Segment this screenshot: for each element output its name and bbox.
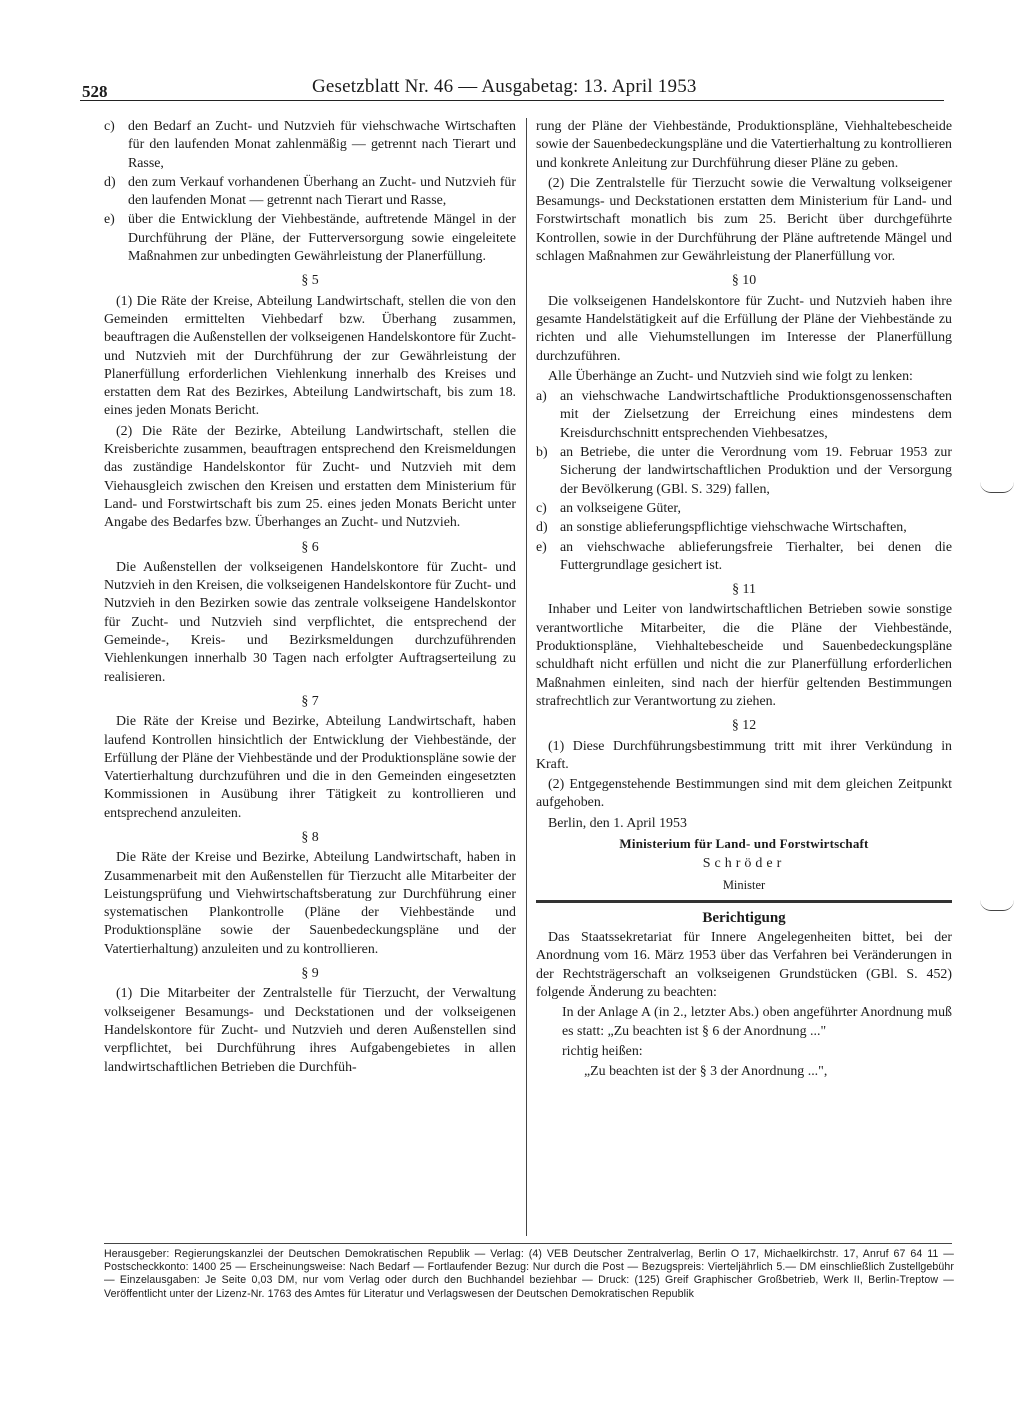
section-heading: § 6 [301, 539, 319, 555]
margin-mark [980, 900, 1014, 911]
list-item [536, 444, 952, 499]
margin-mark [980, 482, 1014, 493]
list-label: d) [536, 520, 548, 536]
paragraph: Die Räte der Kreise und Bezirke, Abteilung Landwirtschaft, haben in Zusammenarbeit mit den Außenstellen für Tierzucht alle Mitarbeiter der Leistungsprüfung und Viehwirtschaftsberatung zur Durchführung einer systematischen Plankontrolle (Pläne der Viehbestände und Produktionspläne sowie der Sauenbedeckungspläne und der Vatertierhaltung) anzuleiten und zu kontrollieren. [104, 850, 516, 957]
list-text: an sonstige ablieferungspflichtige viehschwache Wirtschaften, [560, 520, 907, 536]
list-label: d) [104, 174, 116, 190]
list-text: an viehschwache ablieferungsfreie Tierhalter, bei denen die Futtergrundlage gesichert ist. [560, 539, 952, 573]
footer-rule [104, 1243, 952, 1244]
section-heading: § 8 [301, 829, 319, 845]
list-item [104, 211, 516, 266]
section-heading: § 5 [301, 273, 319, 289]
paragraph: Inhaber und Leiter von landwirtschaftlichen Betrieben sowie sonstige verantwortliche Mitarbeiter, die die Pläne der Viehbestände, Produktionspläne, Viehhaltebescheide und Sauenbedeckungspläne schuldhaft nicht erfüllen und nicht die zur Planerfüllung erforderlichen Maßnahmen einleiten, sind nach der hierfür geltenden Bestimmungen strafrechtlich zur Verantwortung zu ziehen. [536, 602, 952, 709]
list-label: c) [536, 500, 547, 516]
paragraph: „Zu beachten ist der § 3 der Anordnung ...", [584, 1064, 828, 1080]
berichtigung-title: Berichtigung [702, 909, 786, 926]
list-text: den Bedarf an Zucht- und Nutzvieh für viehschwache Wirtschaften für den laufenden Monat zahlenmäßig — getrennt nach Tierart und Rasse, [128, 119, 516, 171]
column-divider [526, 118, 527, 1236]
paragraph: Die Räte der Kreise und Bezirke, Abteilung Landwirtschaft, haben laufend Kontrollen hinsichtlich der Entwicklung der Viehbestände, der Erfüllung der Pläne der Viehbestände und der Produktionspläne sowie der Vatertierhaltung durchzuführen und die in den Gemeinden eingesetzten Kommissionen in Ausübung ihrer Tätigkeit zu kontrollieren und entsprechend anzuleiten. [104, 714, 516, 821]
signer-name: Schröder [702, 856, 786, 872]
header-title: Gesetzblatt Nr. 46 — Ausgabetag: 13. April 1953 [312, 76, 697, 97]
list-text: an Betriebe, die unter die Verordnung vom 19. Februar 1953 zur Sicherung der landwirtschaftlichen Produktion und der Versorgung der Bevölkerung (GBl. S. 329) fallen, [560, 445, 952, 497]
paragraph: Das Staatssekretariat für Innere Angelegenheiten bittet, bei der Anordnung vom 16. März 1953 über das Verfahren bei Veränderungen in der Rechtsträgerschaft an volkseigenen Grundstücken (GBl. S. 452) folgende Änderung zu beachten: [536, 930, 952, 1001]
section-heading: § 7 [301, 693, 319, 709]
list-item [104, 174, 516, 211]
paragraph: (1) Diese Durchführungsbestimmung tritt mit ihrer Verkündung in Kraft. [536, 738, 952, 772]
list-label: b) [536, 445, 548, 461]
ministry-name: Ministerium für Land- und Forstwirtschaft [619, 835, 869, 851]
page-header [80, 74, 944, 101]
list-text: an viehschwache Landwirtschaftliche Produktionsgenossenschaften mit der Zielsetzung der Erreichung eines mindestens dem Kreisdurchschnitt entsprechenden Viehbesatzes, [560, 389, 952, 441]
paragraph: Alle Überhänge an Zucht- und Nutzvieh sind wie folgt zu lenken: [548, 368, 913, 384]
list-item [536, 500, 952, 518]
list-label: e) [536, 539, 547, 555]
paragraph: (1) Die Mitarbeiter der Zentralstelle für Tierzucht, der Verwaltung volkseigener Besamungs- und Deckstationen und der volkseigenen Handelskontore für Zucht- und Nutzvieh und deren Außenstellen sind verpflichtet, bei Durchführung ihres Aufgabengebietes in allen landwirtschaftlichen Betrieben die Durchfüh- [104, 986, 516, 1075]
list-item [536, 519, 952, 537]
list-item [536, 388, 952, 443]
section-heading: § 9 [301, 966, 319, 982]
list-item [536, 539, 952, 576]
list-label: a) [536, 389, 547, 405]
paragraph: Die Außenstellen der volkseigenen Handelskontore für Zucht- und Nutzvieh in den Kreisen, die volkseigenen Handelskontore für Zucht- und Nutzvieh in den Bezirken sowie das zentrale volkseigene Handelskontor für Zucht- und Nutzvieh sind verpflichtet, die entsprechend der Gemeinde-, Kreis- und Bezirksmeldungen durchzuführenden Viehlenkungen innerhalb 30 Tagen nach erfolgter Auftragserteilung zu realisieren. [104, 559, 516, 685]
paragraph: (1) Die Räte der Kreise, Abteilung Landwirtschaft, stellen die von den Gemeinden ermittelten Viehbedarf bzw. Überhang zusammen, beauftragen die Außenstellen der volkseigenen Handelskontore für Zucht- und Nutzvieh mit der Durchführung der zur Gewährleistung der Planerfüllung erforderlichen Viehlenkung innerhalb des Kreises und erstatten dem Rat des Bezirkes, Abteilung Landwirtschaft, bis zum 18. eines jeden Monats Bericht. [104, 293, 516, 419]
section-rule [536, 900, 952, 903]
imprint-footer: Herausgeber: Regierungskanzlei der Deutschen Demokratischen Republik — Verlag: (4) VEB Deutscher Zentralverlag, Berlin O 17, Michaelkirchstr. 17, Anruf 67 64 11 — Postscheckkonto: 1400 25 — Erscheinungsweise: Nach Bedarf — Fortlaufender Bezug: Nur durch die Post — Bezugspreis: Vierteljährlich 5.— DM einschließlich Zustellgebühr — Einzelausgaben: Je Seite 0,03 DM, nur vom Verlag oder durch den Buchhandel beziehbar — Druck: (125) Greif Graphischer Großbetrieb, Werk II, Berlin-Treptow — Veröffentlicht unter der Lizenz-Nr. 1763 des Amtes für Literatur und Verlagswesen der Deutschen Demokratischen Republik [104, 1248, 954, 1300]
section-heading: § 11 [732, 582, 756, 598]
signer-role: Minister [722, 877, 766, 892]
left-column [104, 118, 516, 1079]
section-heading: § 10 [731, 273, 757, 289]
date-line: Berlin, den 1. April 1953 [548, 815, 687, 831]
paragraph: Die volkseigenen Handelskontore für Zucht- und Nutzvieh haben ihre gesamte Handelstätigkeit auf die Erfüllung der Pläne der Viehbestände zu richten und alle Viehumstellungen im Interesse der Planerfüllung durchzuführen. [536, 293, 952, 364]
list-label: c) [104, 119, 115, 134]
list-text: den zum Verkauf vorhandenen Überhang an Zucht- und Nutzvieh für den laufenden Monat — getrennt nach Tierart und Rasse, [128, 174, 516, 209]
paragraph: (2) Die Zentralstelle für Tierzucht sowie die Verwaltung volkseigener Besamungs- und Deckstationen erstatten dem Ministerium für Land- und Forstwirtschaft monatlich bis zum 25. Bericht über durchgeführte Kontrollen, sowie in der Durchführung der Pläne auftretende Mängel und schlagen Maßnahmen zur Gewährleistung der Planerfüllung vor. [536, 175, 952, 265]
paragraph: rung der Pläne der Viehbestände, Produktionspläne, Viehhaltebescheide sowie der Sauenbedeckungspläne und die Vatertierhaltung zu kontrollieren und konkrete Anleitung zur Durchführung dieser Pläne zu geben. [536, 119, 952, 171]
section-heading: § 12 [731, 718, 757, 734]
paragraph: (2) Die Räte der Bezirke, Abteilung Landwirtschaft, stellen die Kreisberichte zusammen, beauftragen entsprechend den Kreismeldungen das zuständige Handelskontor für Zucht- und Nutzvieh mit dem Viehausgleich zwischen den Kreisen und erstatten dem Ministerium für Land- und Forstwirtschaft bis zum 25. eines jeden Monats Bericht unter Angabe des Bedarfes bzw. Überhanges an Zucht- und Nutzvieh. [104, 423, 516, 531]
paragraph: In der Anlage A (in 2., letzter Abs.) oben angeführter Anordnung muß es statt: „Zu beachten ist § 6 der Anordnung ..." [562, 1005, 952, 1039]
list-label: e) [104, 212, 115, 228]
list-text: über die Entwicklung der Viehbestände, auftretende Mängel in der Durchführung der Pläne, der Futterversorgung sowie eingeleitete Maßnahmen zur unbedingten Gewährleistung der Planerfüllung. [128, 212, 516, 265]
list-text: an volkseigene Güter, [560, 500, 681, 516]
paragraph: (2) Entgegenstehende Bestimmungen sind mit dem gleichen Zeitpunkt aufgehoben. [536, 777, 952, 811]
paragraph: richtig heißen: [562, 1043, 643, 1059]
list-item [104, 118, 516, 173]
page-number: 528 [82, 82, 108, 101]
right-column [536, 118, 952, 1084]
